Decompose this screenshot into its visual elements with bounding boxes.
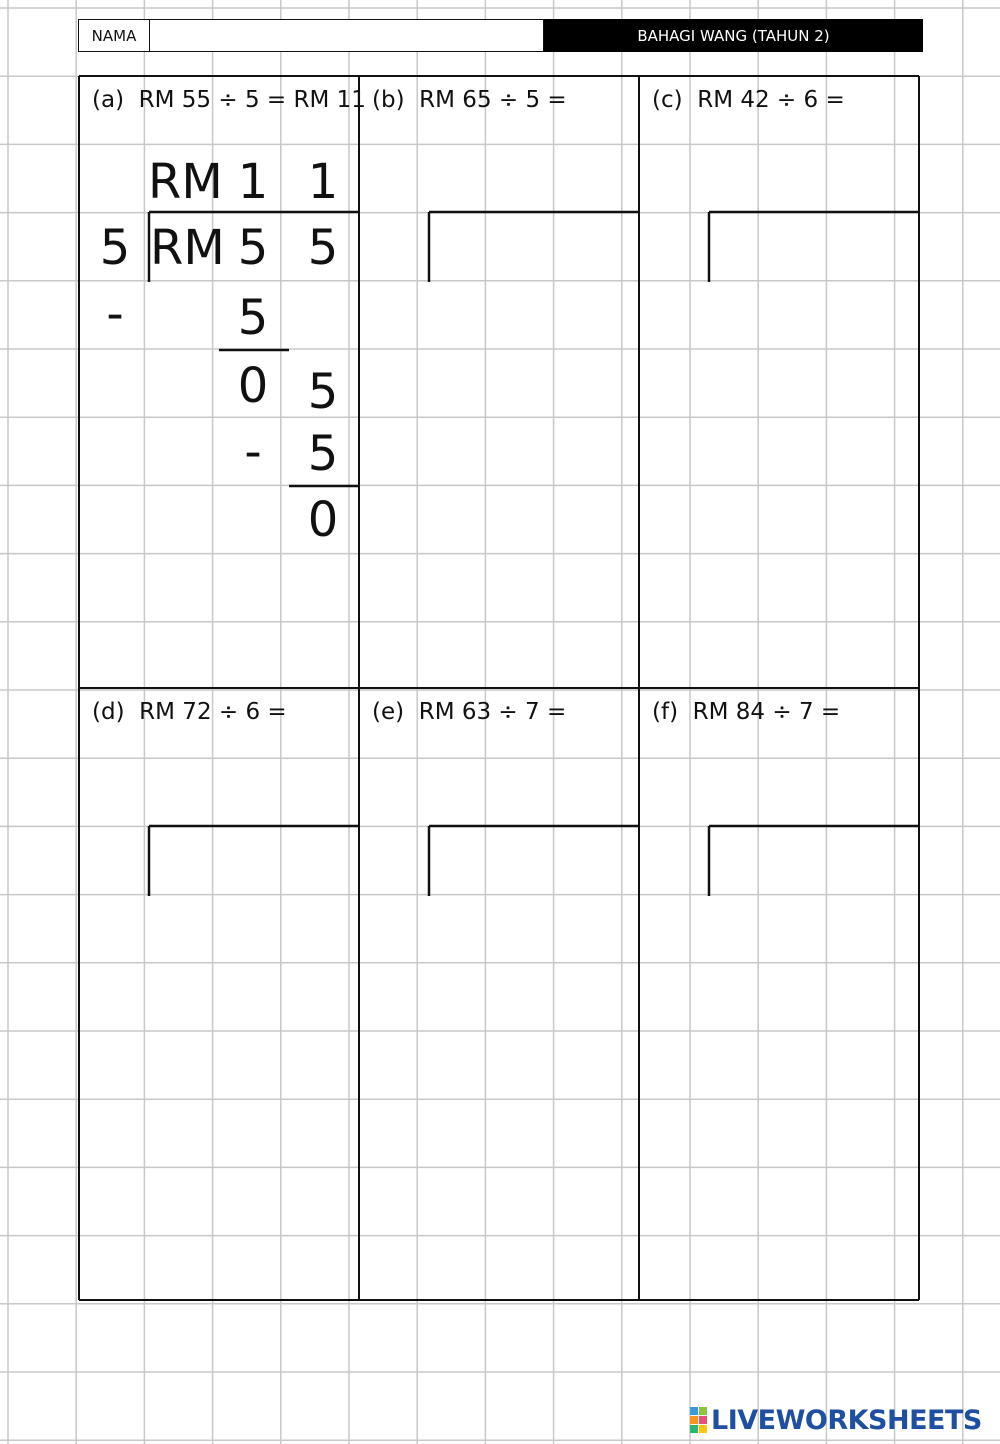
question-b-answer[interactable] bbox=[560, 85, 630, 115]
step1-remainder: 0 bbox=[237, 358, 269, 414]
logo-text: LIVEWORKSHEETS bbox=[711, 1404, 982, 1436]
step1-brought-down: 5 bbox=[307, 364, 339, 420]
name-input[interactable] bbox=[150, 19, 544, 52]
step2-minus-sign: - bbox=[244, 424, 262, 480]
question-d-label: (d) RM 72 ÷ 6 = bbox=[92, 699, 287, 725]
question-f-answer[interactable] bbox=[832, 697, 912, 727]
logo-square bbox=[699, 1416, 707, 1424]
step1-subtrahend: 5 bbox=[237, 290, 269, 346]
dividend-tens: 5 bbox=[237, 220, 269, 276]
logo-square bbox=[699, 1407, 707, 1415]
name-label: NAMA bbox=[78, 19, 150, 52]
logo-square bbox=[690, 1425, 698, 1433]
quotient-tens: 1 bbox=[237, 154, 269, 210]
dividend-ones: 5 bbox=[307, 220, 339, 276]
logo-mark-icon bbox=[690, 1407, 707, 1433]
logo-square bbox=[690, 1407, 698, 1415]
question-c-label: (c) RM 42 ÷ 6 = bbox=[652, 87, 845, 113]
quotient-ones: 1 bbox=[307, 154, 339, 210]
question-a-label: (a) RM 55 ÷ 5 = RM 11 bbox=[92, 87, 366, 113]
divisor: 5 bbox=[99, 220, 131, 276]
worksheet-title: BAHAGI WANG (TAHUN 2) bbox=[544, 19, 923, 52]
question-c-answer[interactable] bbox=[838, 85, 913, 115]
question-b-label: (b) RM 65 ÷ 5 = bbox=[372, 87, 567, 113]
logo-square bbox=[699, 1425, 707, 1433]
dividend-rm: RM bbox=[150, 220, 225, 276]
question-e-label: (e) RM 63 ÷ 7 = bbox=[372, 699, 567, 725]
quotient-rm: RM bbox=[148, 154, 223, 210]
question-f-label: (f) RM 84 ÷ 7 = bbox=[652, 699, 841, 725]
question-d-answer[interactable] bbox=[280, 697, 355, 727]
logo-square bbox=[690, 1416, 698, 1424]
final-remainder: 0 bbox=[307, 492, 339, 548]
question-e-answer[interactable] bbox=[560, 697, 635, 727]
liveworksheets-logo bbox=[690, 1402, 982, 1438]
step1-minus-sign: - bbox=[106, 286, 124, 342]
step2-subtrahend: 5 bbox=[307, 426, 339, 482]
